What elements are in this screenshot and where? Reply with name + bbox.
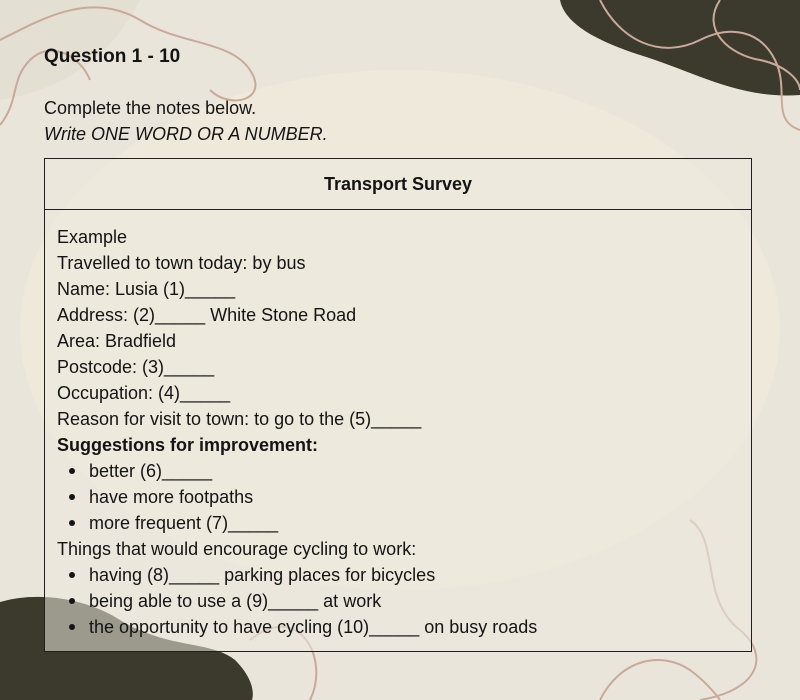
note-line-address: Address: (2)_____ White Stone Road (57, 305, 357, 325)
cycling-heading: Things that would encourage cycling to work: (57, 539, 417, 559)
note-line-example: Example (57, 227, 128, 247)
list-item (67, 510, 739, 536)
list-item (67, 588, 739, 614)
list-item-text: being able to use a (9)_____ at work (89, 591, 382, 611)
instruction-line: Complete the notes below. (44, 98, 257, 118)
note-line-postcode: Postcode: (3)_____ (57, 357, 215, 377)
suggestions-list (57, 458, 739, 536)
list-item-text: more frequent (7)_____ (89, 513, 279, 533)
list-item-text: having (8)_____ parking places for bicycles (89, 565, 436, 585)
note-line-occupation: Occupation: (4)_____ (57, 383, 231, 403)
list-item-text: the opportunity to have cycling (10)_____ on busy roads (89, 617, 538, 637)
list-item (67, 458, 739, 484)
list-item (67, 484, 739, 510)
notes-body (45, 210, 751, 640)
bullet-icon (69, 494, 75, 500)
note-line-area: Area: Bradfield (57, 331, 177, 351)
bullet-icon (69, 468, 75, 474)
notes-box (44, 158, 752, 652)
note-line-travel: Travelled to town today: by bus (57, 253, 306, 273)
list-item (67, 562, 739, 588)
note-line-reason: Reason for visit to town: to go to the (5)_____ (57, 409, 422, 429)
bullet-icon (69, 520, 75, 526)
list-item (67, 614, 739, 640)
bullet-icon (69, 598, 75, 604)
notes-title: Transport Survey (45, 159, 751, 210)
bullet-icon (69, 624, 75, 630)
bullet-icon (69, 572, 75, 578)
note-line-name: Name: Lusia (1)_____ (57, 279, 236, 299)
instruction-word-limit: Write ONE WORD OR A NUMBER. (44, 124, 328, 144)
list-item-text: better (6)_____ (89, 461, 213, 481)
cycling-list (57, 562, 739, 640)
list-item-text: have more footpaths (89, 487, 254, 507)
suggestions-heading: Suggestions for improvement: (57, 435, 319, 455)
question-heading: Question 1 - 10 (44, 46, 181, 67)
